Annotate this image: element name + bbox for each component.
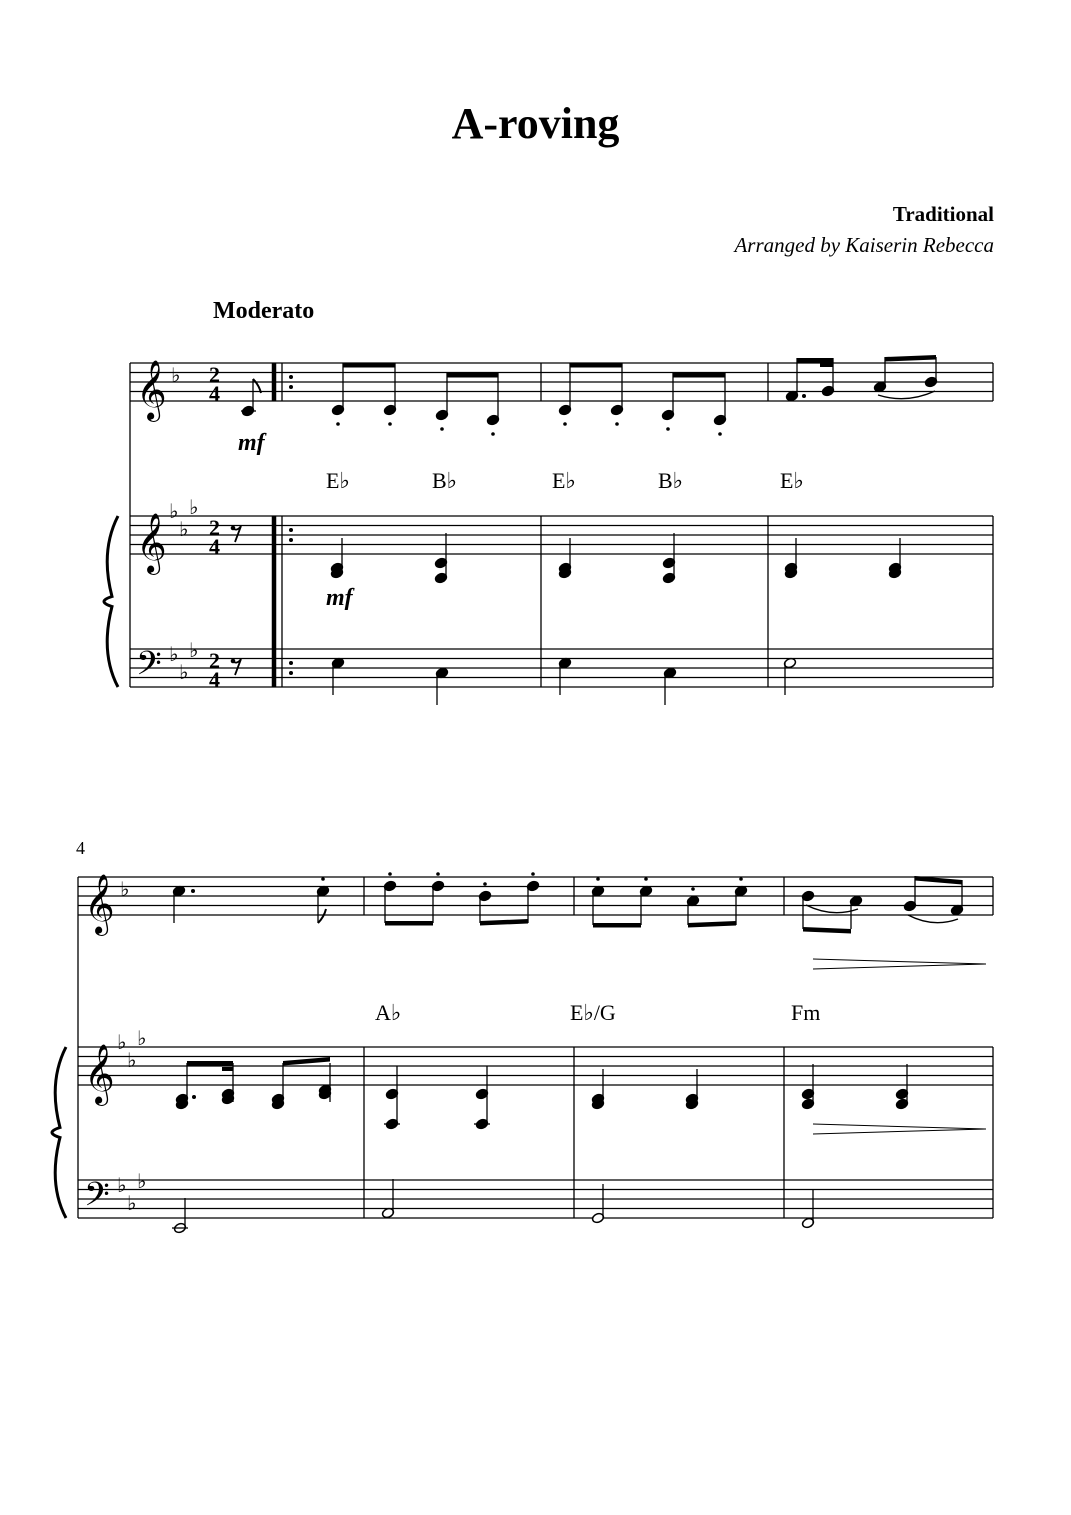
treble-clef-icon: 𝄞: [136, 513, 167, 573]
staccato-dot: [718, 432, 722, 436]
flat-icon: ♭: [189, 495, 199, 519]
flat-icon: ♭: [127, 1191, 137, 1215]
augmentation-dot: [192, 1095, 196, 1099]
slur: [806, 905, 858, 913]
dynamic-marking: mf: [238, 430, 265, 456]
augmentation-dot: [191, 889, 195, 893]
augmentation-dot: [289, 375, 293, 379]
beam: [385, 921, 433, 926]
notes: [172, 355, 964, 1234]
flat-icon: ♭: [179, 517, 189, 541]
eighth-rest-dot: [231, 659, 236, 664]
flat-icon: ♭: [117, 1030, 127, 1054]
flat-icon: ♭: [137, 1026, 147, 1050]
chord-symbol: E♭: [780, 468, 804, 493]
slur: [878, 391, 935, 399]
time-signature-numerator: 2: [209, 515, 220, 540]
flat-icon: ♭: [169, 499, 179, 523]
flat-icon: ♭: [169, 642, 179, 666]
augmentation-dot: [289, 385, 293, 389]
chord-symbol: Fm: [791, 1000, 821, 1025]
decrescendo-line: [813, 1129, 986, 1134]
articulations-and-hairpins: [321, 391, 986, 1134]
chord-symbol: B♭: [432, 468, 458, 493]
staccato-dot: [388, 872, 392, 876]
flat-icon: ♭: [179, 660, 189, 684]
staccato-dot: [436, 872, 440, 876]
staccato-dot: [321, 877, 325, 881]
treble-clef-icon: 𝄞: [84, 874, 115, 934]
composer-credit: Traditional: [892, 202, 994, 226]
staccato-dot: [666, 427, 670, 431]
staccato-dot: [531, 872, 535, 876]
bass-clef-icon: 𝄢: [136, 645, 162, 691]
staff-lines: [78, 363, 993, 1218]
beam: [803, 927, 851, 934]
staccato-dot: [336, 422, 340, 426]
barlines: [78, 363, 993, 1218]
time-signature-denominator: 4: [209, 534, 220, 559]
time-signature-numerator: 2: [209, 362, 220, 387]
chord-symbol: E♭/G: [570, 1000, 616, 1025]
beam: [593, 923, 641, 928]
tempo-marking: Moderato: [213, 298, 315, 324]
beam: [447, 373, 498, 378]
staccato-dot: [563, 422, 567, 426]
decrescendo-line: [813, 964, 986, 969]
staccato-dot: [596, 877, 600, 881]
time-signature-denominator: 4: [209, 667, 220, 692]
staccato-dot: [483, 882, 487, 886]
beam: [283, 1057, 330, 1066]
beam: [187, 1061, 233, 1066]
staccato-dot: [440, 427, 444, 431]
beam: [688, 921, 736, 928]
flat-icon: ♭: [137, 1169, 147, 1193]
staccato-dot: [691, 887, 695, 891]
bass-clef-icon: 𝄢: [84, 1176, 110, 1222]
time-signature-numerator: 2: [209, 648, 220, 673]
flat-icon: ♭: [127, 1048, 137, 1072]
beam: [480, 919, 528, 926]
beam: [673, 373, 725, 378]
flat-icon: ♭: [120, 877, 130, 901]
augmentation-dot: [289, 661, 293, 665]
chord-symbol: A♭: [375, 1000, 402, 1025]
beam: [797, 358, 833, 363]
dynamic-marking: mf: [326, 585, 353, 611]
augmentation-dot: [802, 394, 806, 398]
piano-brace: [52, 1047, 66, 1218]
measure-number: 4: [76, 838, 85, 858]
flat-icon: ♭: [171, 363, 181, 387]
arranger-credit: Arranged by Kaiserin Rebecca: [734, 233, 994, 257]
decrescendo-line: [813, 959, 986, 964]
chord-symbol: E♭: [552, 468, 576, 493]
beam: [343, 363, 395, 368]
eighth-rest-dot: [231, 526, 236, 531]
chord-symbol: E♭: [326, 468, 350, 493]
treble-clef-icon: 𝄞: [84, 1044, 115, 1104]
piano-brace: [104, 516, 118, 687]
augmentation-dot: [289, 671, 293, 675]
augmentation-dot: [289, 528, 293, 532]
beam: [570, 363, 622, 368]
treble-clef-icon: 𝄞: [136, 360, 167, 420]
flat-icon: ♭: [117, 1173, 127, 1197]
staccato-dot: [615, 422, 619, 426]
staccato-dot: [491, 432, 495, 436]
flat-icon: ♭: [189, 638, 199, 662]
flag: [318, 909, 326, 923]
staccato-dot: [739, 877, 743, 881]
time-signature-denominator: 4: [209, 381, 220, 406]
chord-symbol: B♭: [658, 468, 684, 493]
staccato-dot: [388, 422, 392, 426]
augmentation-dot: [289, 538, 293, 542]
signatures: [52, 360, 220, 1222]
slur: [908, 915, 958, 923]
piece-title: A-roving: [451, 99, 620, 148]
decrescendo-line: [813, 1124, 986, 1129]
beam: [885, 355, 936, 362]
staccato-dot: [644, 877, 648, 881]
